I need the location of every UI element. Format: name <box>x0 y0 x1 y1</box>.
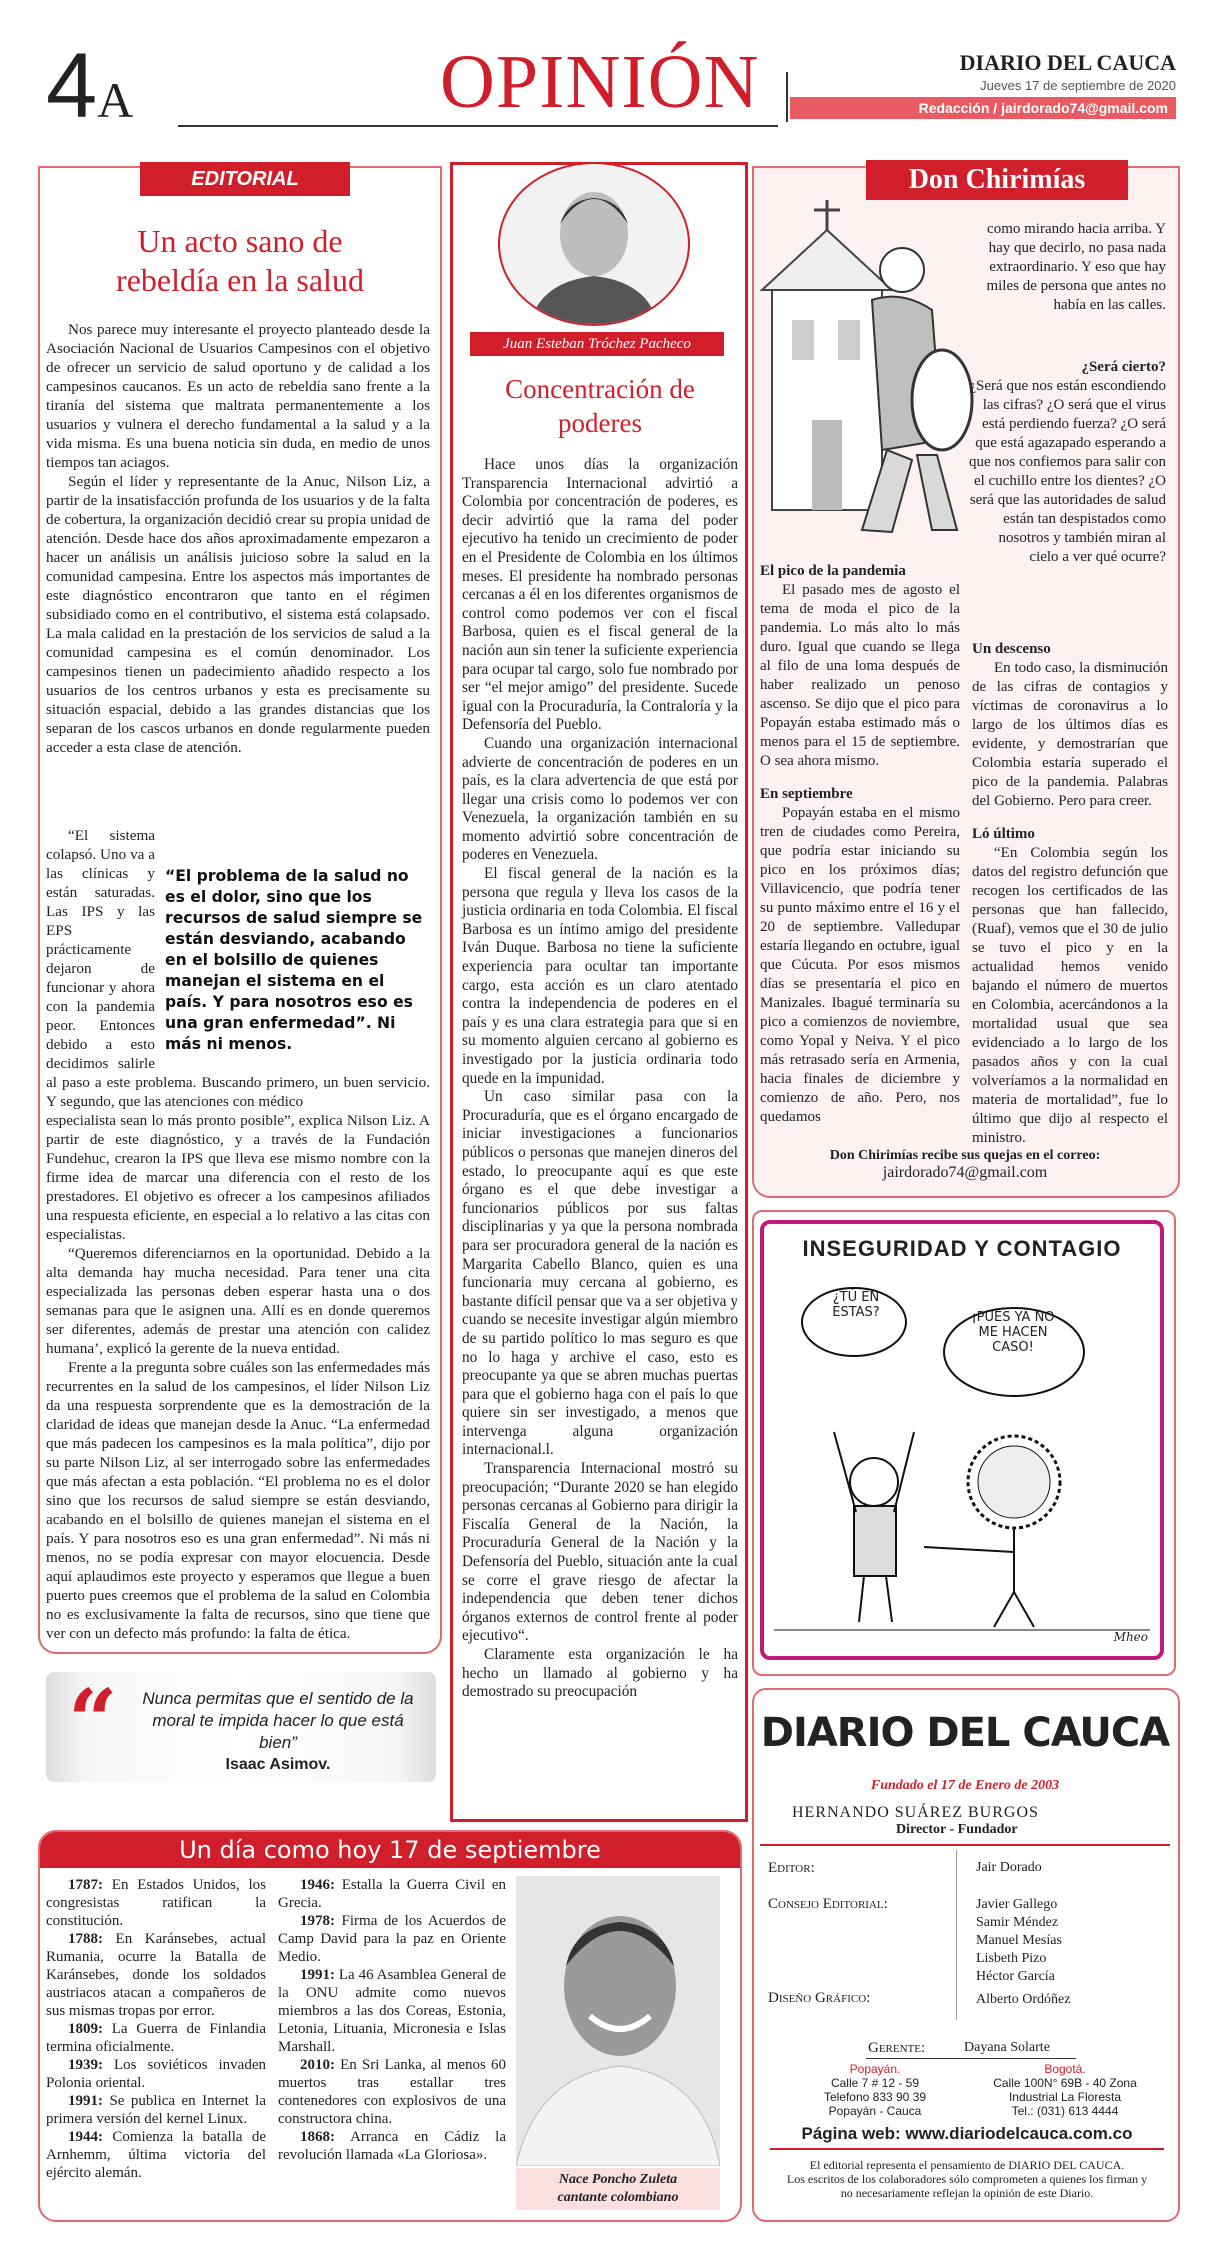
history-entry <box>46 2056 266 2092</box>
history-photo-caption <box>516 2168 720 2210</box>
history-year: 1978: <box>300 1913 335 1929</box>
history-entry <box>46 2128 266 2182</box>
paper-name: DIARIO DEL CAUCA <box>959 50 1176 75</box>
cartoon-inner <box>760 1220 1164 1660</box>
pullquote-text: “El problema de la salud no es el dolor, sino que los recursos de salud siempre se están desviando, acabando en el bolsillo de quienes manejan el sistema en el país. Y para nosotros eso es una gran enfermedad”. Ni más ni menos. <box>165 867 423 1053</box>
quote-mark-icon: “ <box>68 1671 118 1772</box>
web-label: Página web: <box>801 2124 901 2143</box>
chirimias-left <box>760 562 960 1127</box>
editorial-paragraph: “Queremos diferenciarnos en la oportunidad. Debido a la alta demanda hay mucha necesidad. Para tener una cita especializada las personas deben esperar hasta una o dos semanas para que le asignen una. Allí es en donde queremos ser diferentes, además de prestar una atención con calidez humana’, explicó la gerente de la nueva entidad. <box>46 1245 430 1357</box>
cartoon-signature: Mheo <box>1113 1630 1148 1644</box>
office-line: Calle 100N° 69B - 40 Zona <box>993 2076 1137 2090</box>
chirimias-text: Popayán estaba en el mismo tren de ciudades como Pereira, que podría estar iniciando su pico en los próximos días; Villavicencio, que podría tener su punto máximo entre el 16 y el 20 de septiembre. Valledupar estaría llegando en octubre, igual que Cúcuta. Por esos mismos días se presentaría el pico en Manizales. Ibagué terminaría su pico a comienzos de noviembre, como Yopal y Neiva. Y el pico más retrasado sería en Armenia, hacia finales de diciembre y comienzo de año. Pero, nos quedamos <box>760 805 960 1125</box>
editorial-pullquote <box>165 866 430 1055</box>
history-text: Arranca en Cádiz la revolución llamada «La Gloriosa». <box>278 2129 506 2163</box>
history-year: 2010: <box>300 2057 335 2073</box>
staff-council-name: Lisbeth Pizo <box>976 1951 1047 1966</box>
office-line: Popayán - Cauca <box>828 2104 922 2118</box>
history-year: 1944: <box>68 2129 103 2145</box>
staff-council-name: Samir Méndez <box>976 1915 1059 1930</box>
masthead-name: DIARIO DEL CAUCA <box>760 1710 1170 1756</box>
editorial-paragraph: Según el líder y representante de la Anuc, Nilson Liz, a partir de la insatisfacción profunda de los usuarios y de la falta de cobertura, la organización decidió crear su propia unidad de atención. Desde hace dos años aproximadamente empezaron a hacer un análisis un análisis juicioso sobre la salud en la comunidad campesina. Entre los aspectos más importantes de este diagnóstico encontraron que tanto en el régimen subsidiado como en el contributivo, el sistema está colapsado. La mala calidad en la prestación de los servicios de salud a la comunidad campesina es el común denominador. Los campesinos tienen un padecimiento añadido respecto a los usuarios de los centros urbanos y esta es precisamente su situación espacial, debido a las grandes distancias que los separan de los cascos urbanos en donde regularmente pueden acceder a esta clase de atención. <box>46 473 430 756</box>
history-text: Estalla la Guerra Civil en Grecia. <box>278 1877 507 1911</box>
web-row <box>770 2124 1164 2150</box>
author-portrait-icon <box>500 164 688 324</box>
header-rule <box>178 125 778 127</box>
staff-design-name: Alberto Ordóñez <box>976 1992 1071 2007</box>
chirimias-footer-email[interactable]: jairdorado74@gmail.com <box>882 1164 1048 1181</box>
column-title: Concentración de poderes <box>505 374 695 438</box>
caption-line: cantante colombiano <box>557 2190 679 2205</box>
staff-council-names <box>976 1896 1062 1986</box>
masthead-rule <box>760 1844 1170 1846</box>
history-entry <box>278 1876 506 1912</box>
history-text: La 46 Asamblea General de la ONU admite como nuevos miembros a las dos Coreas, Estonia, Letonia, Lituania, Micronesia e Islas Marshall. <box>278 1967 506 2055</box>
history-year: 1946: <box>300 1877 335 1893</box>
history-year: 1991: <box>300 1967 335 1983</box>
editorial-paragraph: Frente a la pregunta sobre cuáles son las enfermedades más recurrentes en la salud de los campesinos, el líder Nilson Liz da una respuesta sorprendente que es la demostración de la claridad de ideas que manejan desde la Anuc. “La enfermedad que más padecen los campesinos es la mala política”, dijo por su parte Nilson Liz, al ser interrogado sobre las enfermedades que más afectan a esta población. “El problema no es el dolor sino que los recursos de salud siempre se están desviando, acabando en el bolsillo de quienes manejan el sistema en el país. Y para nosotros eso es una gran enfermedad”. Ni más ni menos, no se podía expresar con mayor elocuencia. Desde aquí aplaudimos este proyecto y esperamos que llegue a buen puerto pues creemos que el problema de la salud en Colombia no es exclusivamente la falta de recursos, sino que tiene que ver con un defecto más profundo: la falta de ética. <box>46 1359 430 1642</box>
masthead-founder-role: Director - Fundador <box>896 1822 1018 1837</box>
staff-editor-role: Editor: <box>768 1860 815 1876</box>
masthead-disclaimer <box>770 2158 1164 2200</box>
quote-author: Isaac Asimov. <box>225 1756 331 1773</box>
history-entry <box>278 2056 506 2128</box>
web-url[interactable]: www.diariodelcauca.com.co <box>905 2124 1133 2143</box>
office-bogota <box>970 2062 1160 2118</box>
page-number-digit: 4 <box>46 35 98 137</box>
history-text: Comienza la batalla de Arnhemm, última victoria del ejército alemán. <box>46 2129 266 2181</box>
editorial-tag <box>140 162 350 196</box>
chirimias-title: Don Chirimías <box>908 164 1086 195</box>
page-number <box>46 35 134 140</box>
chirimias-footer-label: Don Chirimías recibe sus quejas en el correo: <box>829 1148 1101 1163</box>
history-entry <box>278 1966 506 2056</box>
column-body <box>462 456 738 1702</box>
chirimias-sec-cierto <box>966 358 1166 567</box>
chirimias-heading: En septiembre <box>760 786 853 802</box>
history-title: Un día como hoy 17 de septiembre <box>179 1836 601 1864</box>
header-date: Jueves 17 de septiembre de 2020 <box>980 78 1176 93</box>
history-text: En Sri Lanka, al menos 60 muertos tras estallar tres contenedores con explosivos de una constructora china. <box>278 2057 507 2127</box>
history-year: 1991: <box>68 2093 103 2109</box>
column-paragraph: Transparencia Internacional mostró su preocupación; “Durante 2020 se han elegido personas cercanas al Gobierno para dirigir la Fiscalía General de la Nación, la Procuraduría General de la Nación y la Defensoría del Pueblo, situación ante la cual se corre el grave riesgo de afectar la independencia que deben tener dichos órganos externos de control frente al poder ejecutivo“. <box>462 1460 738 1645</box>
editorial-paragraph: “El sistema colapsó. Uno va a las clínicas y están saturadas. Las IPS y las EPS prácticamente dejaron de funcionar y ahora con la pandemia peor. Entonces debido a esto decidimos salirle al paso a este problema. Buscando primero, un buen servicio. Y segundo, que las atenciones con médico <box>46 827 430 1110</box>
history-entry <box>46 1876 266 1930</box>
masthead-vrule <box>956 1850 957 2020</box>
chirimias-heading: Un descenso <box>972 641 1051 657</box>
history-entry <box>46 2020 266 2056</box>
history-text: Se publica en Internet la primera versión del kernel Linux. <box>46 2093 267 2127</box>
column-paragraph: Cuando una organización internacional advierte de concentración de poderes en un país, es la clara advertencia de que está por llegar una crisis como lo podemos ver con Venezuela, la organización también en su momento advirtió sobre concentración de poderes en Venezuela. <box>462 734 738 864</box>
editorial-title: Un acto sano de rebeldía en la salud <box>116 223 364 298</box>
history-text: La Guerra de Finlandia termina oficialmente. <box>46 2021 267 2055</box>
page-number-suffix: A <box>97 72 134 128</box>
history-entry <box>46 2092 266 2128</box>
author-banner <box>470 332 724 356</box>
history-photo <box>516 1876 720 2166</box>
office-city: Bogotá. <box>1044 2062 1086 2076</box>
disclaimer-line: Los escritos de los colaboradores sólo comprometen a quienes los firman y <box>786 2172 1148 2186</box>
header-redaccion <box>790 97 1176 119</box>
editorial-paragraph: Nos parece muy interesante el proyecto planteado desde la Asociación Nacional de Usuarios Campesinos con el objetivo de ofrecer un servicio de salud oportuno y de calidad a los campesinos caucanos. Es un acto de rebeldía sano frente a la tiranía del sistema que maltrata permanentemente a los usuarios y vulnera el derecho fundamental a la salud y a la vida misma. Es una buena noticia sin duda, en medio de unos tiempos tan aciagos. <box>46 321 430 471</box>
disclaimer-line: El editorial representa el pensamiento de DIARIO DEL CAUCA. <box>809 2158 1125 2172</box>
staff-council-name: Manuel Mesías <box>976 1933 1062 1948</box>
office-popayan <box>790 2062 960 2118</box>
caption-line: Nace Poncho Zuleta <box>558 2172 678 2187</box>
history-year: 1787: <box>68 1877 103 1893</box>
section-title: OPINIÓN <box>440 40 760 124</box>
history-text: En Estados Unidos, los congresistas ratifican la constitución. <box>46 1877 267 1929</box>
office-line: Industrial La Floresta <box>1008 2090 1122 2104</box>
history-entry <box>46 1930 266 2020</box>
staff-council-name: Héctor García <box>976 1969 1055 1984</box>
office-line: Calle 7 # 12 - 59 <box>830 2076 920 2090</box>
history-year: 1788: <box>68 1931 103 1947</box>
redaccion-text: Redacción / jairdorado74@gmail.com <box>918 100 1168 116</box>
staff-editor-name: Jair Dorado <box>976 1860 1042 1875</box>
author-name: Juan Esteban Tróchez Pacheco <box>503 336 691 352</box>
manager-label: Gerente: <box>868 2040 926 2056</box>
cartoon-bubble-2: ¡PUES YA NO ME HACEN CASO! <box>971 1310 1055 1355</box>
quote-text: Nunca permitas que el sentido de la moral te impida hacer lo que está bien” <box>142 1689 414 1752</box>
history-left <box>46 1876 266 2182</box>
singer-portrait-icon <box>516 1876 720 2166</box>
history-text: Firma de los Acuerdos de Camp David para la paz en Oriente Medio. <box>278 1913 507 1965</box>
history-text: En Karánsebes, actual Rumania, ocurre la Batalla de Karánsebes, donde los soldados austriacos atacan a compañeros de sus mismas tropas por error. <box>46 1931 266 2019</box>
history-year: 1809: <box>68 2021 103 2037</box>
staff-design-role: Diseño Gráfico: <box>768 1990 871 2006</box>
editorial-paragraph: especialista sean lo más pronto posible”, explica Nilson Liz. A partir de este diagnóstico, y a través de la Fundación Fundehuc, crearon la IPS que lleva ese mismo nombre con la firme idea de marcar una diferencia con el resto de los prestadores. El objetivo es ofrecer a los campesinos afiliados una respuesta eficiente, en especial a lo relativo a las citas con especialistas. <box>46 1112 430 1243</box>
author-photo <box>498 162 690 326</box>
cartoon-bubble-1: ¿TÚ EN ESTAS? <box>832 1290 880 1320</box>
history-entry <box>278 2128 506 2164</box>
chirimias-text: “En Colombia según los datos del registro defunción que recogen los certificados de las personas que han fallecido, (Ruaf), vemos que el 30 de julio se tuvo el pico y en la actualidad hemos venido bajando el número de muertos en Colombia, acercándonos a la mortalidad usual que sea evidenciado a lo largo de los pasados años y con la cual volveríamos a la normalidad en materia de mortalidad”, fue lo último que dijo al respecto el ministro. <box>972 845 1168 1146</box>
editorial-tag-label: EDITORIAL <box>191 168 299 190</box>
quote-scroll <box>46 1672 436 1782</box>
editorial-body-wrap <box>46 826 430 1643</box>
column-paragraph: El fiscal general de la nación es la persona que regula y lleva los casos de la justicia ordinaria en toda Colombia. El fiscal Barbosa es un íntimo amigo del presidente Iván Duque. Barbosa no tiene la suficiente experiencia para ocultar tan importante cargo, esta acción es un claro atentado contra la independencia de poderes en el país y es una clara estrategia para que si en su momento alguien cercano al gobierno es investigado por la justicia ordinaria todo quede en la impunidad. <box>462 865 738 1087</box>
manager-rule <box>866 2058 1076 2059</box>
disclaimer-line: no necesariamente reflejan la opinión de este Diario. <box>840 2186 1094 2200</box>
drummer-church-icon <box>752 180 974 560</box>
editorial-body-top <box>46 320 430 757</box>
chirimias-footer <box>760 1148 1170 1182</box>
masthead-founder: HERNANDO SUÁREZ BURGOS <box>792 1804 1039 1821</box>
staff-council-role: Consejo Editorial: <box>768 1896 888 1912</box>
chirimias-heading: ¿Será cierto? <box>1081 359 1166 375</box>
office-city: Popayán. <box>849 2062 901 2076</box>
history-title-bar <box>40 1832 740 1868</box>
chirimias-intro <box>966 220 1166 315</box>
column-paragraph: Un caso similar pasa con la Procuraduría, que es el órgano encargado de iniciar investigaciones a funcionarios públicos o personas que manejen dineros del estado, lo preocupante aquí es que este órgano es el que debe investigar a funcionarios públicos por sus faltas disciplinarias y ya que la persona nombrada para ser procuradora general de la nación es Margarita Cabello Blanco, quien es una funcionaria muy cercana al gobierno, es bastante difícil pensar que va a ser objetiva y cuando se necesite investigar algún miembro de su partido político lo mas seguro es que no lo haga y archive el caso, esto es preocupante ya que se abren muchas puertas para que el gobierno haga con el país lo que quiere sin ser investigado, a menos que intervenga alguna organización internacional.l. <box>462 1088 738 1459</box>
chirimias-heading: Ló último <box>972 826 1035 842</box>
chirimias-heading: El pico de la pandemia <box>760 563 906 579</box>
masthead-founded: Fundado el 17 de Enero de 2003 <box>870 1778 1060 1793</box>
history-year: 1939: <box>68 2057 103 2073</box>
chirimias-right <box>972 640 1168 1148</box>
chirimias-intro-text: como mirando hacia arriba. Y hay que decirlo, no pasa nada extraordinario. Y eso que hay miles de persona que antes no había en las calles. <box>986 221 1166 313</box>
history-year: 1868: <box>300 2129 335 2145</box>
history-text: Los soviéticos invaden Polonia oriental. <box>46 2057 267 2091</box>
column-paragraph: Claramente esta organización le ha hecho un llamado al gobierno y ha demostrado su preocupación <box>462 1646 738 1701</box>
history-entry <box>278 1912 506 1966</box>
chirimias-text: El pasado mes de agosto el tema de moda el pico de la pandemia. Lo más alto lo más duro. Igual que cuando se llega al filo de una loma después de haber realizado un penoso ascenso. Se dijo que el pico para Popayán estaba estimado más o menos para el 15 de septiembre. O sea ahora mismo. <box>760 582 960 769</box>
history-right <box>278 1876 506 2164</box>
header-vrule <box>786 72 788 122</box>
staff-council-name: Javier Gallego <box>976 1897 1058 1912</box>
column-paragraph: Hace unos días la organización Transparencia Internacional advirtió a Colombia por concentración de poderes, es decir advirtió que la rama del poder ejecutivo ha tenido un crecimiento de poder en el Presidente de Colombia en los últimos meses. El presidente ha nombrado personas cercanas a él en los diferentes organismos de control como podemos ver con el fiscal Barbosa, quien es el fiscal general de la nación aun sin tener la suficiente experiencia para ocupar tal cargo, solo fue nombrado por ser “el mejor amigo” del presidente. Sucede igual con la Procuraduría, la Contraloría y la Defensoría del Pueblo. <box>462 456 738 734</box>
cartoon-title: INSEGURIDAD Y CONTAGIO <box>802 1236 1122 1261</box>
manager-name: Dayana Solarte <box>964 2040 1050 2055</box>
chirimias-text: En todo caso, la disminución de las cifras de contagios y víctimas de coronavirus a lo largo de los últimos días es evidente, y demostrarían que Colombia estaría superado el pico de la pandemia. Palabras del Gobierno. Pero para creer. <box>972 660 1168 809</box>
chirimias-illustration <box>752 180 974 560</box>
office-line: Telefono 833 90 39 <box>823 2090 927 2104</box>
chirimias-text: ¿Será que nos están escondiendo las cifras? ¿O será que el virus está perdiendo fuerza? ¿O será que está agazapado esperando a que nos confiemos para salir con el cuchillo entre los dientes? ¿O será que las autoridades de salud están tan despistados como nosotros y también miran al cielo a ver qué ocurre? <box>968 378 1166 565</box>
office-line: Tel.: (031) 613 4444 <box>1011 2104 1119 2118</box>
